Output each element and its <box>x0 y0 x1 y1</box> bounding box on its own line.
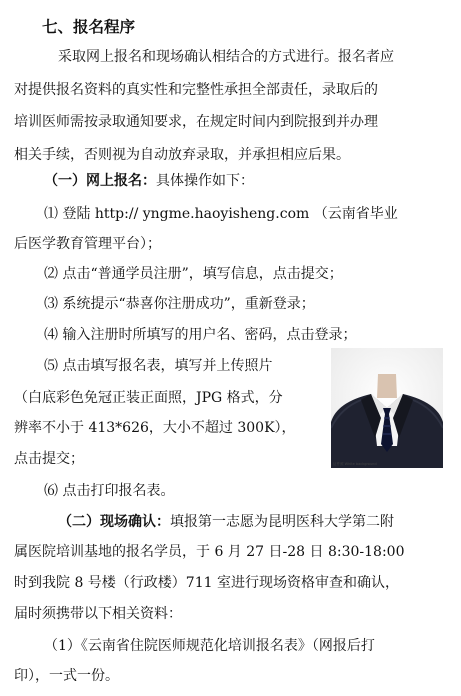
step-line: 点击提交； <box>14 451 84 467</box>
photo-caption: 证件照 White background <box>333 462 377 466</box>
onsite-title-line <box>58 512 394 532</box>
section-heading: 七、报名程序 <box>42 18 136 36</box>
step-line: ⑴ 登陆 http:// yngme.haoyisheng.com （云南省毕业 <box>44 206 398 222</box>
step-line: 后医学教育管理平台）； <box>14 236 161 252</box>
online-title: （一）网上报名： <box>44 173 156 189</box>
id-photo-sample <box>331 348 443 468</box>
online-title-rest: 具体操作如下： <box>156 173 254 189</box>
intro-line: 采取网上报名和现场确认相结合的方式进行。报名者应 <box>58 49 394 65</box>
onsite-item-line: 印），一式一份。 <box>14 668 119 684</box>
online-title-line <box>44 171 254 191</box>
onsite-title: （二）现场确认： <box>58 514 170 530</box>
step-line: ⑹ 点击打印报名表。 <box>44 483 175 499</box>
step-line: ⑶ 系统提示“恭喜你注册成功”，重新登录； <box>44 296 315 312</box>
id-photo-illustration <box>331 348 443 468</box>
step-line: ⑸ 点击填写报名表，填写并上传照片 <box>44 358 273 374</box>
intro-line: 对提供报名资料的真实性和完整性承担全部责任，录取后的 <box>14 82 378 98</box>
step-line: ⑵ 点击“普通学员注册”，填写信息，点击提交； <box>44 266 343 282</box>
step-line: 辨率不小于 413*626，大小不超过 300K）， <box>14 420 296 436</box>
step-line: （白底彩色免冠正装正面照，JPG 格式，分 <box>14 390 283 406</box>
onsite-line: 时到我院 8 号楼（行政楼）711 室进行现场资格审查和确认， <box>14 575 399 591</box>
intro-line: 培训医师需按录取通知要求，在规定时间内到院报到并办理 <box>14 114 378 130</box>
onsite-item-line: （1）《云南省住院医师规范化培训报名表》（网报后打 <box>44 638 375 654</box>
step-line: ⑷ 输入注册时所填写的用户名、密码，点击登录； <box>44 327 357 343</box>
intro-line: 相关手续，否则视为自动放弃录取，并承担相应后果。 <box>14 147 350 163</box>
onsite-title-rest: 填报第一志愿为昆明医科大学第二附 <box>170 514 394 530</box>
onsite-line: 属医院培训基地的报名学员，于 6 月 27 日-28 日 8:30-18:00 <box>14 544 405 560</box>
onsite-line: 届时须携带以下相关资料： <box>14 606 182 622</box>
